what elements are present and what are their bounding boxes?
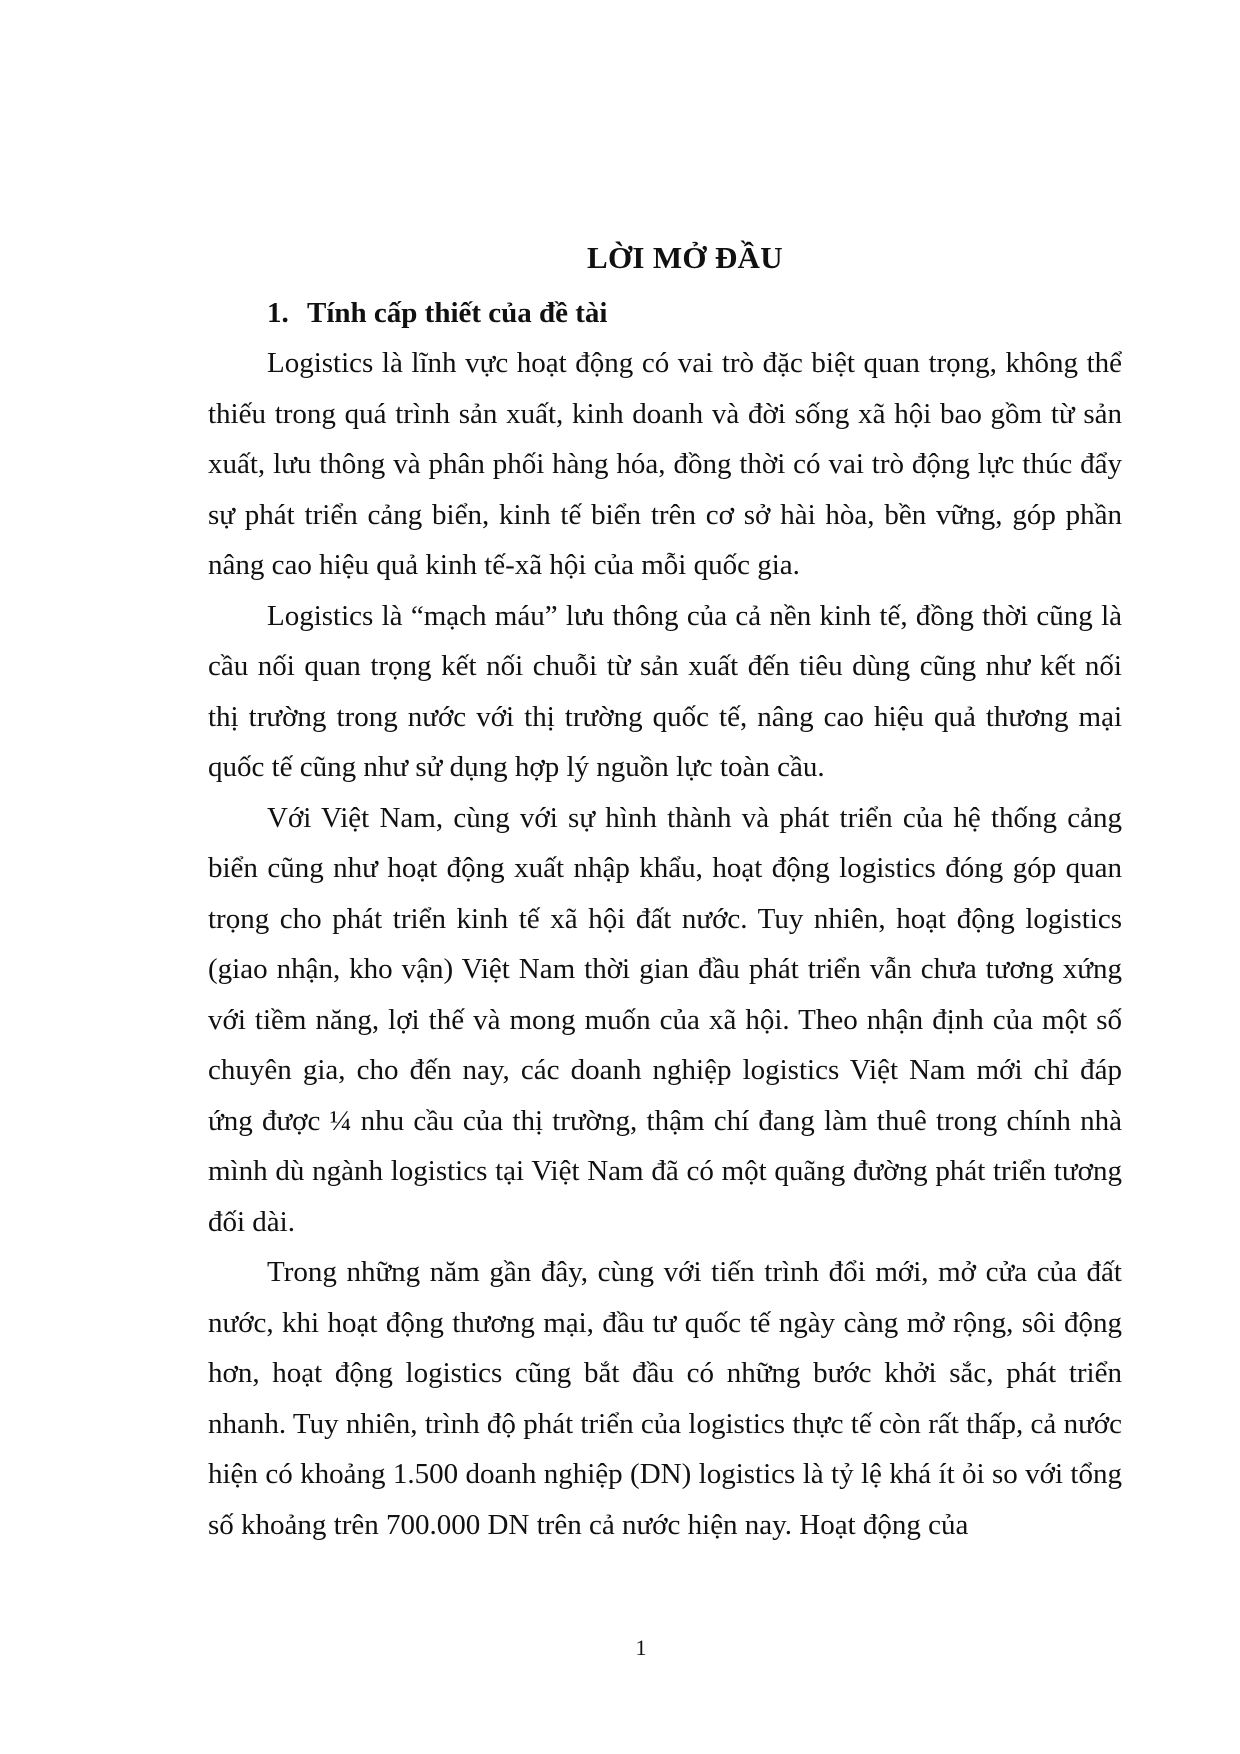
- document-title: LỜI MỞ ĐẦU: [587, 240, 783, 275]
- paragraph-1: Logistics là lĩnh vực hoạt động có vai trò đặc biệt quan trọng, không thể thiếu trong quá trình sản xuất, kinh doanh và đời sống xã hội bao gồm từ sản xuất, lưu thông và phân phối hàng hóa, đồng thời có vai trò động lực thúc đẩy sự phát triển cảng biển, kinh tế biển trên cơ sở hài hòa, bền vững, góp phần nâng cao hiệu quả kinh tế-xã hội của mỗi quốc gia.: [208, 347, 1122, 581]
- section-title: Tính cấp thiết của đề tài: [307, 297, 608, 329]
- paragraph-2: Logistics là “mạch máu” lưu thông của cả nền kinh tế, đồng thời cũng là cầu nối quan trọng kết nối chuỗi từ sản xuất đến tiêu dùng cũng như kết nối thị trường trong nước với thị trường quốc tế, nâng cao hiệu quả thương mại quốc tế cũng như sử dụng hợp lý nguồn lực toàn cầu.: [208, 599, 1122, 783]
- section-heading: [208, 288, 1122, 338]
- paragraph-4: Trong những năm gần đây, cùng với tiến trình đổi mới, mở cửa của đất nước, khi hoạt động thương mại, đầu tư quốc tế ngày càng mở rộng, sôi động hơn, hoạt động logistics cũng bắt đầu có những bước khởi sắc, phát triển nhanh. Tuy nhiên, trình độ phát triển của logistics thực tế còn rất thấp, cả nước hiện có khoảng 1.500 doanh nghiệp (DN) logistics là tỷ lệ khá ít ỏi so với tổng số khoảng trên 700.000 DN trên cả nước hiện nay. Hoạt động của: [208, 1256, 1122, 1541]
- section-number: 1.: [267, 297, 289, 329]
- page-number: 1: [635, 1635, 647, 1660]
- page-content: [208, 228, 1122, 1550]
- paragraph-3: Với Việt Nam, cùng với sự hình thành và phát triển của hệ thống cảng biển cũng như hoạt động xuất nhập khẩu, hoạt động logistics đóng góp quan trọng cho phát triển kinh tế xã hội đất nước. Tuy nhiên, hoạt động logistics (giao nhận, kho vận) Việt Nam thời gian đầu phát triển vẫn chưa tương xứng với tiềm năng, lợi thế và mong muốn của xã hội. Theo nhận định của một số chuyên gia, cho đến nay, các doanh nghiệp logistics Việt Nam mới chỉ đáp ứng được ¼ nhu cầu của thị trường, thậm chí đang làm thuê trong chính nhà mình dù ngành logistics tại Việt Nam đã có một quãng đường phát triển tương đối dài.: [208, 801, 1122, 1238]
